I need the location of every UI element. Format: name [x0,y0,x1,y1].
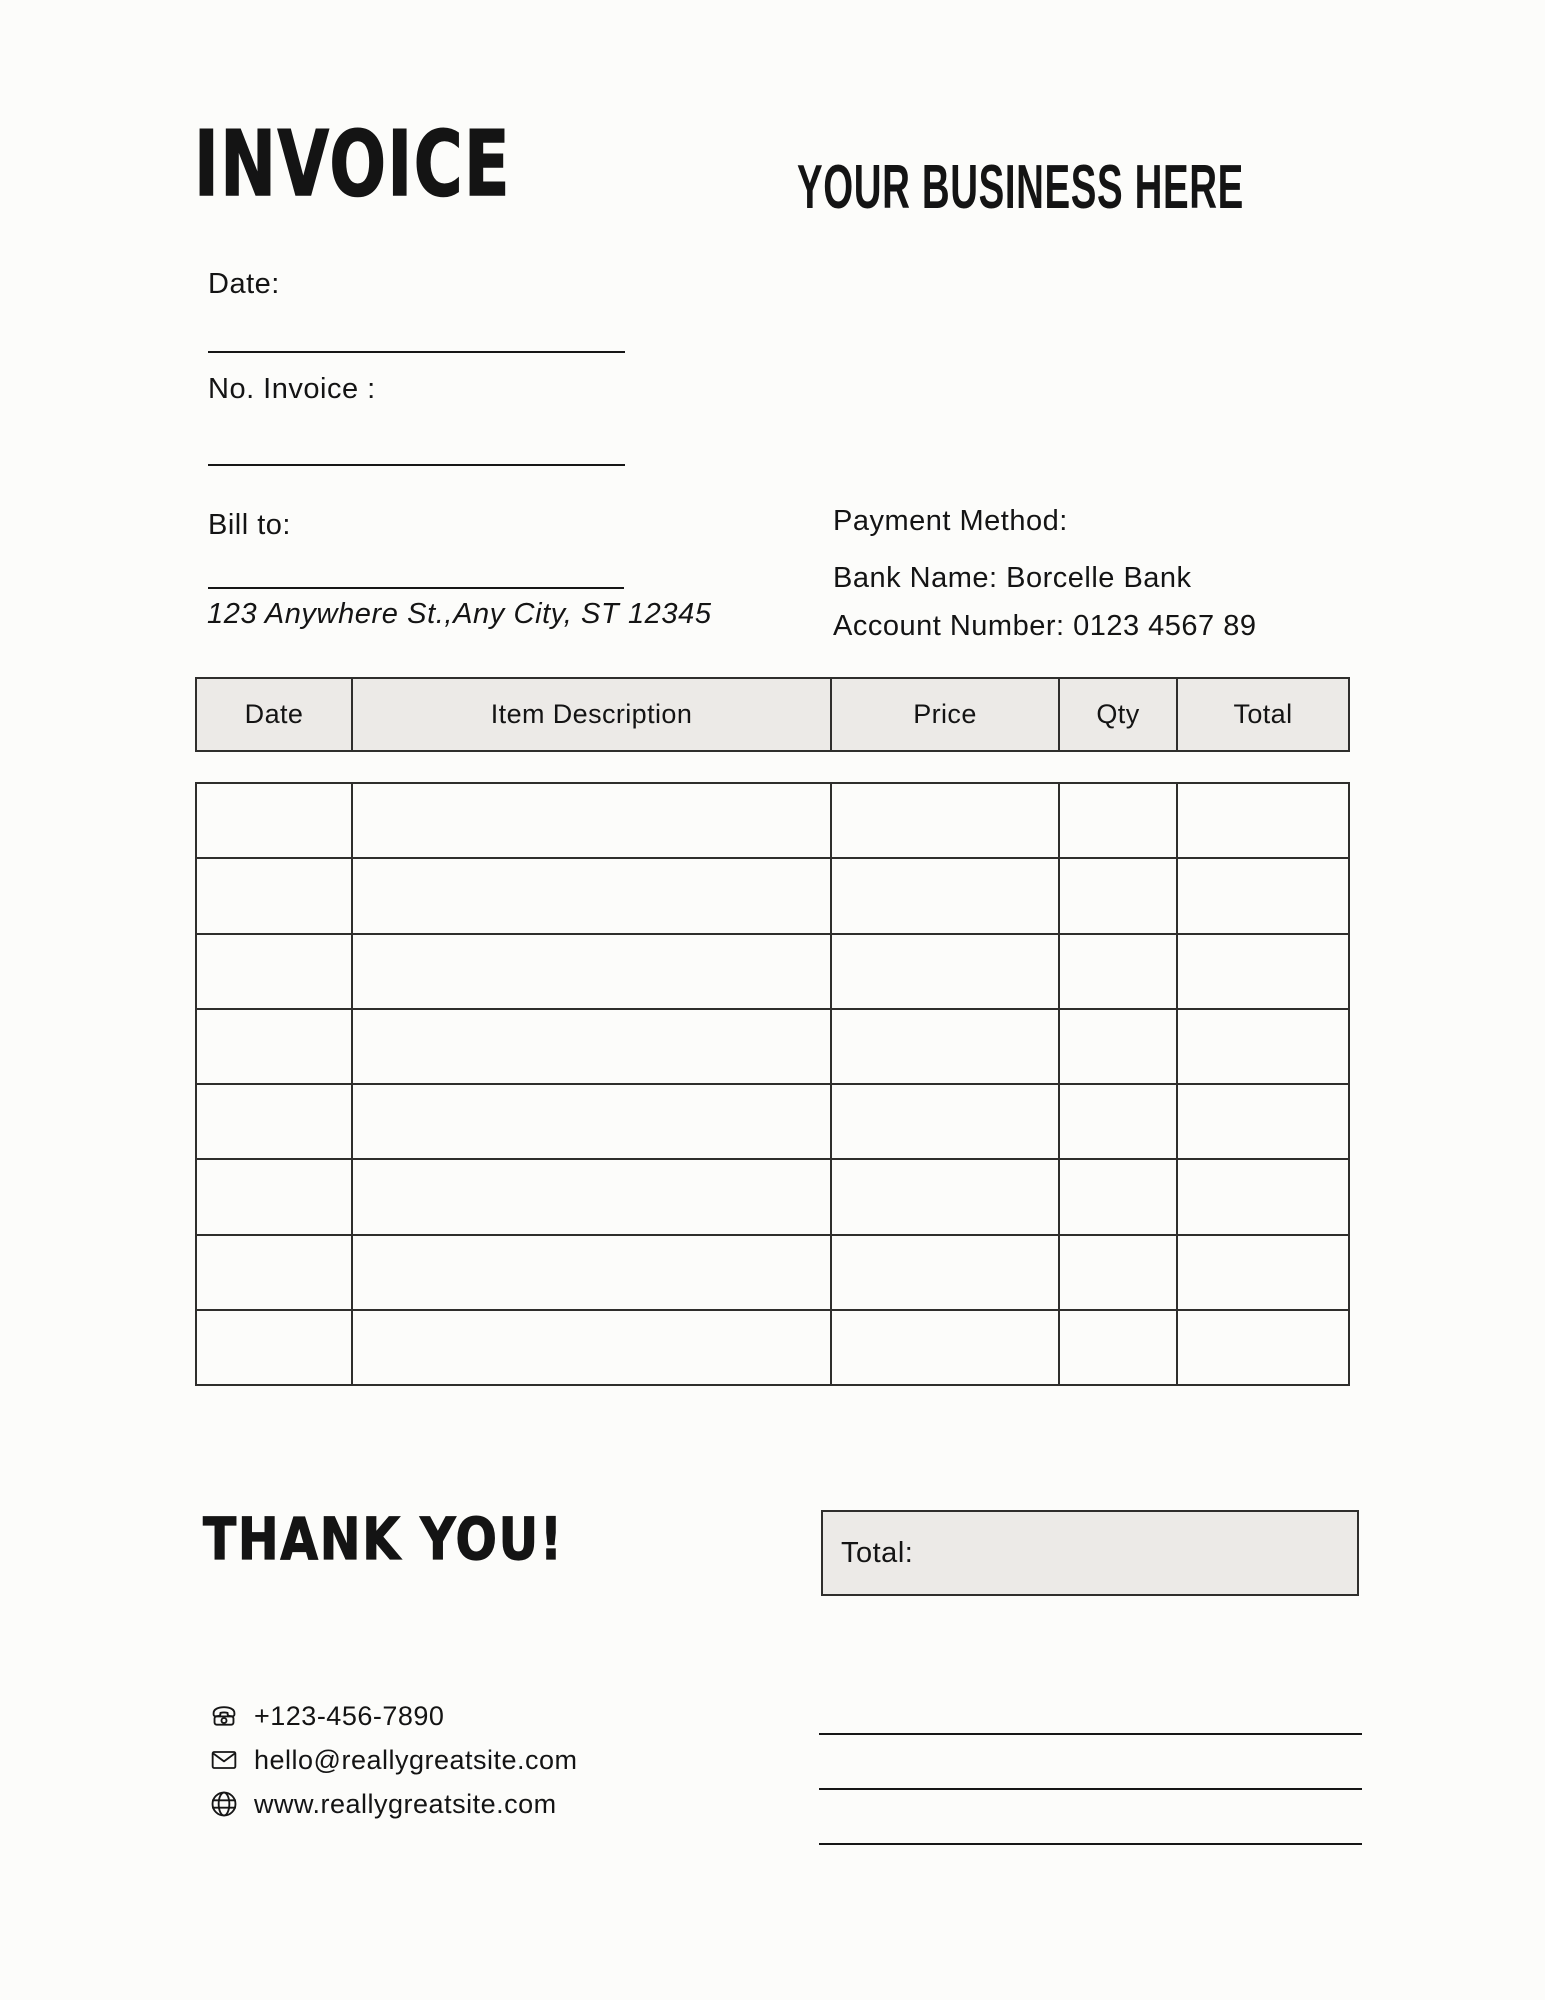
table-cell[interactable] [197,784,353,857]
payment-method-heading: Payment Method: [833,505,1068,537]
contact-row-website [208,1782,578,1826]
table-row [197,1160,1348,1235]
invoice-number-fill-line[interactable] [208,464,625,466]
table-cell[interactable] [197,1010,353,1083]
table-cell[interactable] [1178,784,1348,857]
bank-name-line: Bank Name: Borcelle Bank [833,562,1192,594]
signature-line[interactable] [819,1733,1362,1735]
table-cell[interactable] [1060,1311,1178,1384]
table-row [197,1311,1348,1384]
table-row [197,1085,1348,1160]
contact-row-phone [208,1694,578,1738]
table-cell[interactable] [1178,935,1348,1008]
table-cell[interactable] [1178,1311,1348,1384]
table-cell[interactable] [353,1160,832,1233]
table-cell[interactable] [197,1311,353,1384]
table-row [197,859,1348,934]
account-number-line: Account Number: 0123 4567 89 [833,610,1257,642]
bill-to-label: Bill to: [208,509,291,541]
contact-website: www.reallygreatsite.com [254,1788,557,1819]
table-row [197,935,1348,1010]
signature-line[interactable] [819,1843,1362,1845]
table-cell[interactable] [832,1085,1060,1158]
signature-line[interactable] [819,1788,1362,1790]
table-cell[interactable] [1178,1010,1348,1083]
table-cell[interactable] [1060,1085,1178,1158]
table-row [197,1236,1348,1311]
total-box [821,1510,1359,1596]
table-cell[interactable] [353,1010,832,1083]
contact-phone: +123-456-7890 [254,1700,445,1731]
column-header-item-description: Item Description [353,679,832,750]
table-cell[interactable] [1178,1236,1348,1309]
total-label: Total: [841,1536,914,1569]
table-cell[interactable] [1178,859,1348,932]
total-value-field[interactable] [913,1512,1357,1594]
invoice-number-label: No. Invoice : [208,373,376,405]
table-cell[interactable] [832,1311,1060,1384]
bill-to-address: 123 Anywhere St.,Any City, ST 12345 [207,598,712,630]
table-cell[interactable] [197,1236,353,1309]
globe-icon [208,1788,240,1820]
table-cell[interactable] [197,859,353,932]
table-cell[interactable] [353,935,832,1008]
table-cell[interactable] [1060,784,1178,857]
table-cell[interactable] [353,1236,832,1309]
table-row [197,784,1348,859]
table-cell[interactable] [1060,1160,1178,1233]
table-cell[interactable] [832,1236,1060,1309]
table-cell[interactable] [1060,1236,1178,1309]
date-label: Date: [208,268,280,300]
items-table-body [195,782,1350,1386]
contact-info [208,1694,578,1826]
phone-icon [208,1700,240,1732]
table-cell[interactable] [353,1085,832,1158]
table-cell[interactable] [353,1311,832,1384]
table-cell[interactable] [832,859,1060,932]
table-cell[interactable] [832,935,1060,1008]
date-fill-line[interactable] [208,351,625,353]
table-cell[interactable] [197,935,353,1008]
column-header-date: Date [197,679,353,750]
table-cell[interactable] [1178,1085,1348,1158]
table-cell[interactable] [1060,859,1178,932]
items-table-header [195,677,1350,752]
bill-to-fill-line[interactable] [208,587,624,589]
table-cell[interactable] [197,1160,353,1233]
table-cell[interactable] [353,784,832,857]
table-cell[interactable] [832,1160,1060,1233]
thank-you-text: THANK YOU! [203,1505,564,1573]
column-header-total: Total [1233,699,1293,729]
invoice-title: INVOICE [194,112,512,217]
email-icon [208,1744,240,1776]
table-cell[interactable] [832,1010,1060,1083]
table-cell[interactable] [832,784,1060,857]
table-cell[interactable] [1060,1010,1178,1083]
column-header-qty: Qty [1060,679,1178,750]
table-cell[interactable] [353,859,832,932]
table-cell[interactable] [1060,935,1178,1008]
table-row [197,1010,1348,1085]
business-name: YOUR BUSINESS HERE [797,153,1244,222]
contact-row-email [208,1738,578,1782]
table-cell[interactable] [197,1085,353,1158]
table-cell[interactable] [1178,1160,1348,1233]
column-header-price: Price [832,679,1060,750]
contact-email: hello@reallygreatsite.com [254,1744,578,1775]
